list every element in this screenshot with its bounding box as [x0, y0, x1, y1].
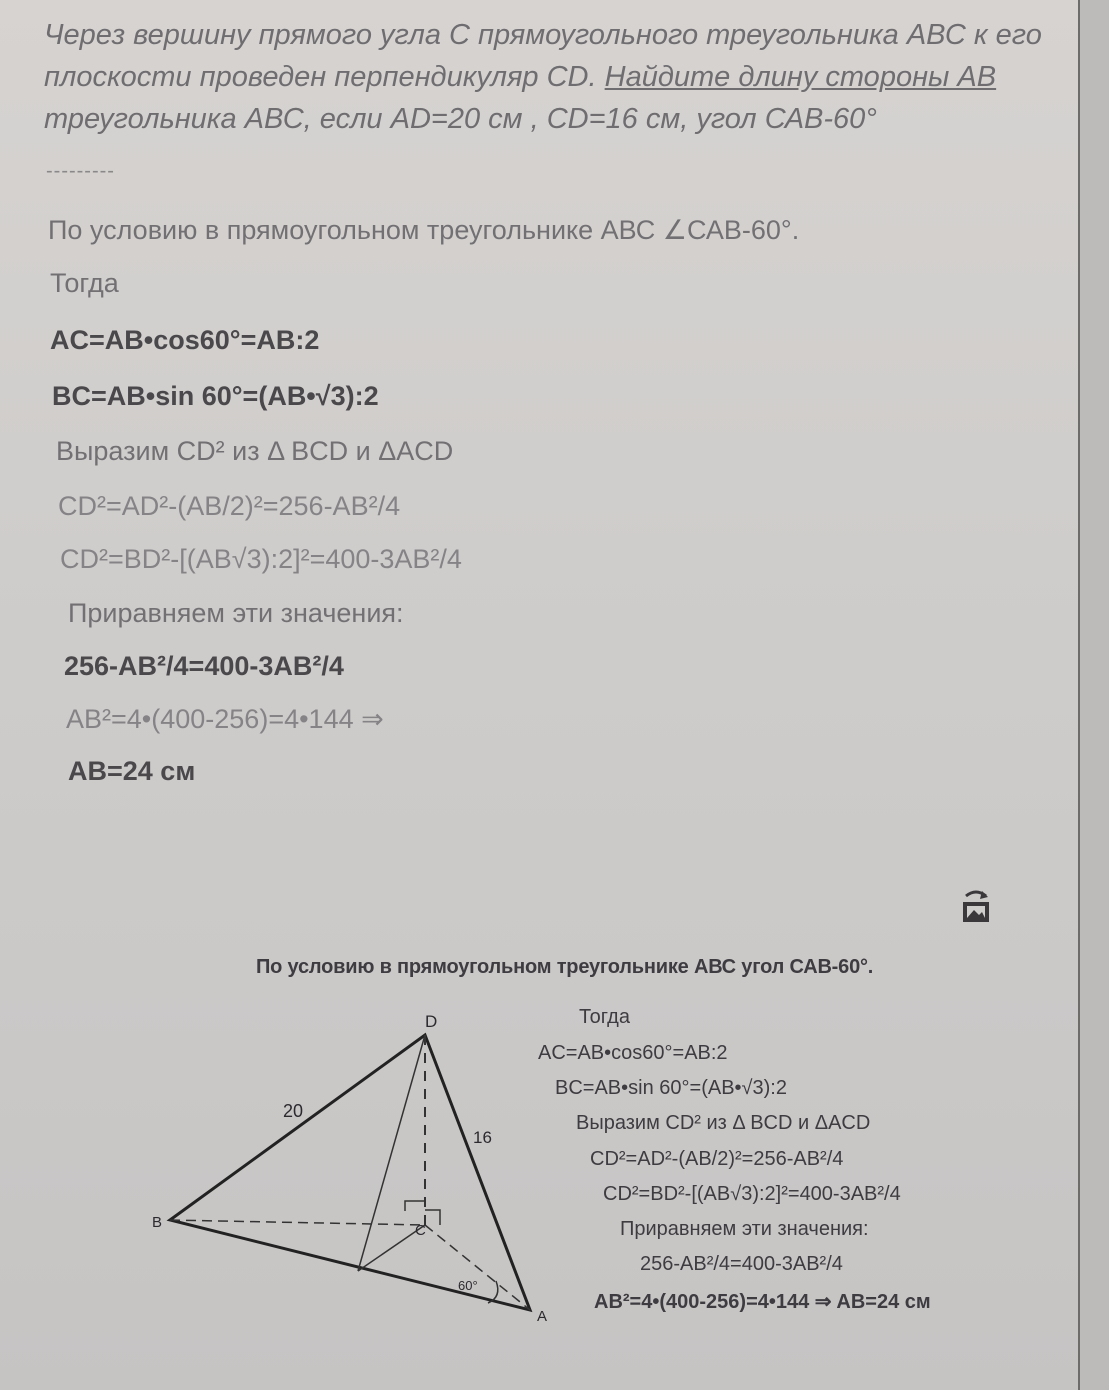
panel-line-7: Приравняем эти значения:: [620, 1218, 869, 1240]
solution-line-3: AC=AB•cos60°=AB:2: [50, 325, 320, 355]
panel-line-6: CD²=BD²-[(AB√3):2]²=400-3AB²/4: [603, 1183, 901, 1205]
panel-line-8: 256-AB²/4=400-3AB²/4: [640, 1253, 843, 1275]
solution-line-8: Приравняем эти значения:: [68, 598, 404, 628]
label-d: D: [425, 1012, 438, 1031]
label-angle: 60°: [458, 1278, 478, 1293]
panel-line-1: Тогда: [579, 1006, 630, 1028]
solution-line-10: AB²=4•(400-256)=4•144 ⇒: [66, 704, 384, 734]
panel-line-5: CD²=AD²-(AB/2)²=256-AB²/4: [590, 1148, 844, 1170]
triangle-figure: [140, 1005, 570, 1335]
solution-line-7: CD²=BD²-[(AB√3):2]²=400-3AB²/4: [60, 544, 462, 574]
label-ad-length: 20: [283, 1101, 304, 1121]
panel-line-3: BC=AB•sin 60°=(AB•√3):2: [555, 1077, 787, 1099]
image-panel-title: По условию в прямоугольном треугольнике АВС угол САВ-60°.: [256, 956, 874, 978]
label-c: C: [415, 1222, 426, 1239]
solution-line-4: BC=AB•sin 60°=(AB•√3):2: [52, 381, 379, 411]
question-link[interactable]: Найдите длину стороны АВ: [604, 61, 997, 93]
solution-line-11: AB=24 см: [68, 756, 196, 786]
panel-line-2: AC=AB•cos60°=AB:2: [538, 1042, 728, 1064]
separator: ---------: [46, 160, 115, 182]
panel-line-4: Выразим CD² из Δ BCD и ΔACD: [576, 1112, 871, 1134]
swap-image-icon[interactable]: [958, 886, 994, 926]
solution-line-5: Выразим CD² из Δ BCD и ΔACD: [56, 436, 454, 466]
solution-line-9: 256-AB²/4=400-3AB²/4: [64, 651, 344, 681]
label-b: B: [152, 1214, 163, 1231]
solution-line-2: Тогда: [50, 268, 119, 298]
solution-line-6: CD²=AD²-(AB/2)²=256-AB²/4: [58, 491, 401, 521]
panel-line-9: AB²=4•(400-256)=4•144 ⇒ AB=24 см: [594, 1291, 931, 1313]
solution-line-1: По условию в прямоугольном треугольнике АВС ∠САВ-60°.: [48, 215, 800, 245]
label-a: A: [537, 1308, 548, 1325]
monitor-bezel: [1078, 0, 1109, 1390]
question-text: [44, 14, 1084, 140]
question-part-1: Через вершину прямого угла С прямоугольного треугольника АВС к его плоскости проведен перпендикуляр CD.: [44, 19, 1042, 93]
question-part-2: треугольника АВС, если AD=20 см , CD=16 см, угол САВ-60°: [44, 103, 877, 135]
label-cd-length: 16: [473, 1128, 492, 1147]
